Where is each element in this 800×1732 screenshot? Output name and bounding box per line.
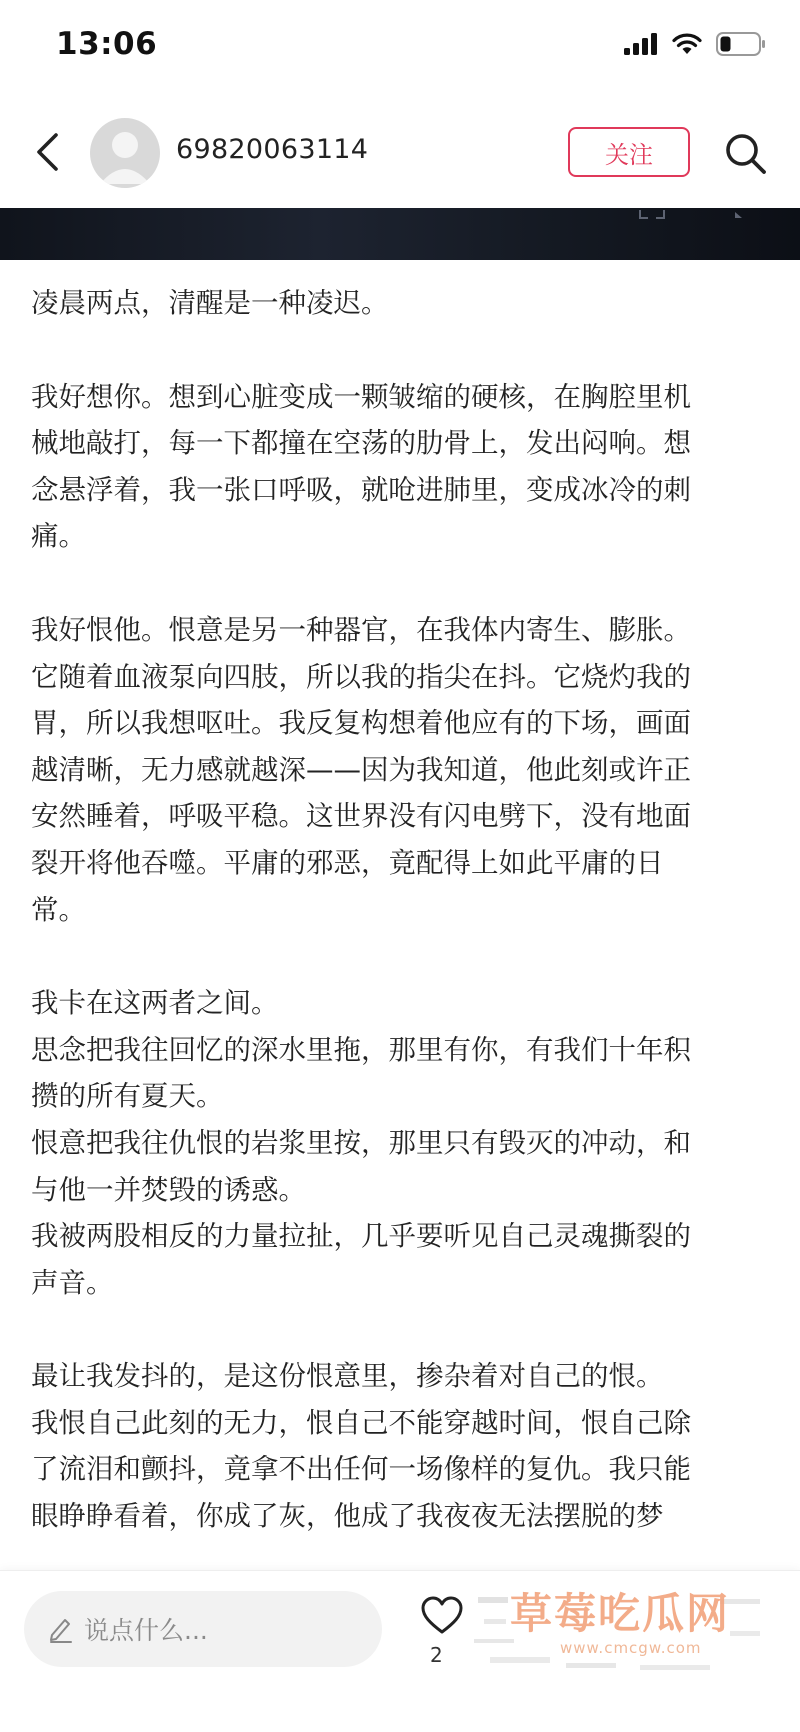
text-line: 裂开将他吞噬。平庸的邪恶，竟配得上如此平庸的日	[31, 846, 664, 879]
watermark-url: www.cmcgw.com	[560, 1639, 702, 1657]
username[interactable]: 69820063114	[176, 134, 369, 165]
like-icon[interactable]	[420, 1595, 464, 1635]
text-line: 最让我发抖的，是这份恨意里，掺杂着对自己的恨。	[31, 1360, 664, 1393]
text-line: 攒的所有夏天。	[31, 1080, 224, 1113]
paragraph	[31, 280, 771, 327]
text-line: 越清晰，无力感就越深——因为我知道，他此刻或许正	[31, 753, 691, 786]
text-line: 声音。	[31, 1266, 114, 1299]
status-bar	[0, 0, 800, 96]
avatar-placeholder-icon	[90, 118, 160, 188]
text-line: 凌晨两点，清醒是一种凌迟。	[31, 287, 389, 319]
search-icon[interactable]	[724, 132, 768, 176]
text-line: 它随着血液泵向四肢，所以我的指尖在抖。它烧灼我的	[31, 660, 691, 693]
media-preview[interactable]	[0, 208, 800, 260]
text-line: 眼睁睁看着，你成了灰，他成了我夜夜无法摆脱的梦	[31, 1500, 664, 1533]
bottom-action-bar	[0, 1570, 800, 1732]
paragraph	[31, 607, 771, 933]
watermark-text: 草莓吃瓜网	[510, 1589, 731, 1638]
pencil-icon	[48, 1615, 74, 1643]
status-icons	[624, 32, 766, 56]
text-line: 思念把我往回忆的深水里拖，那里有你，有我们十年积	[31, 1033, 691, 1066]
status-time: 13:06	[56, 26, 158, 62]
paragraph	[31, 980, 771, 1306]
like-count: 2	[430, 1643, 443, 1667]
wifi-icon	[672, 32, 702, 56]
battery-icon	[716, 32, 766, 56]
text-line: 念悬浮着，我一张口呼吸，就呛进肺里，变成冰冷的刺	[31, 473, 691, 506]
text-line: 了流泪和颤抖，竟拿不出任何一场像样的复仇。我只能	[31, 1453, 691, 1486]
paragraph	[31, 1353, 771, 1539]
text-line: 胃，所以我想呕吐。我反复构想着他应有的下场，画面	[31, 707, 691, 740]
signal-icon	[624, 33, 658, 55]
text-line: 与他一并焚毁的诱惑。	[31, 1173, 306, 1206]
text-line: 械地敲打，每一下都撞在空荡的肋骨上，发出闷响。想	[31, 427, 691, 460]
paragraph	[31, 374, 771, 560]
profile-header	[0, 96, 800, 208]
text-line: 痛。	[31, 520, 86, 553]
text-line: 常。	[31, 893, 86, 926]
follow-button[interactable]: 关注	[568, 127, 690, 177]
text-line: 我好恨他。恨意是另一种器官，在我体内寄生、膨胀。	[31, 613, 691, 646]
text-line: 恨意把我往仇恨的岩浆里按，那里只有毁灭的冲动，和	[31, 1126, 691, 1159]
comment-input[interactable]	[24, 1591, 382, 1667]
text-line: 我卡在这两者之间。	[31, 987, 279, 1020]
avatar[interactable]	[90, 118, 160, 188]
post-body	[31, 280, 771, 1587]
text-line: 我好想你。想到心脏变成一颗皱缩的硬核，在胸腔里机	[31, 380, 691, 413]
fullscreen-icon[interactable]	[0, 208, 800, 260]
back-icon[interactable]	[30, 132, 66, 172]
comment-placeholder: 说点什么...	[84, 1616, 208, 1645]
text-line: 我恨自己此刻的无力，恨自己不能穿越时间，恨自己除	[31, 1406, 691, 1439]
text-line: 安然睡着，呼吸平稳。这世界没有闪电劈下，没有地面	[31, 800, 691, 833]
watermark	[470, 1579, 780, 1689]
text-line: 我被两股相反的力量拉扯，几乎要听见自己灵魂撕裂的	[31, 1220, 691, 1253]
